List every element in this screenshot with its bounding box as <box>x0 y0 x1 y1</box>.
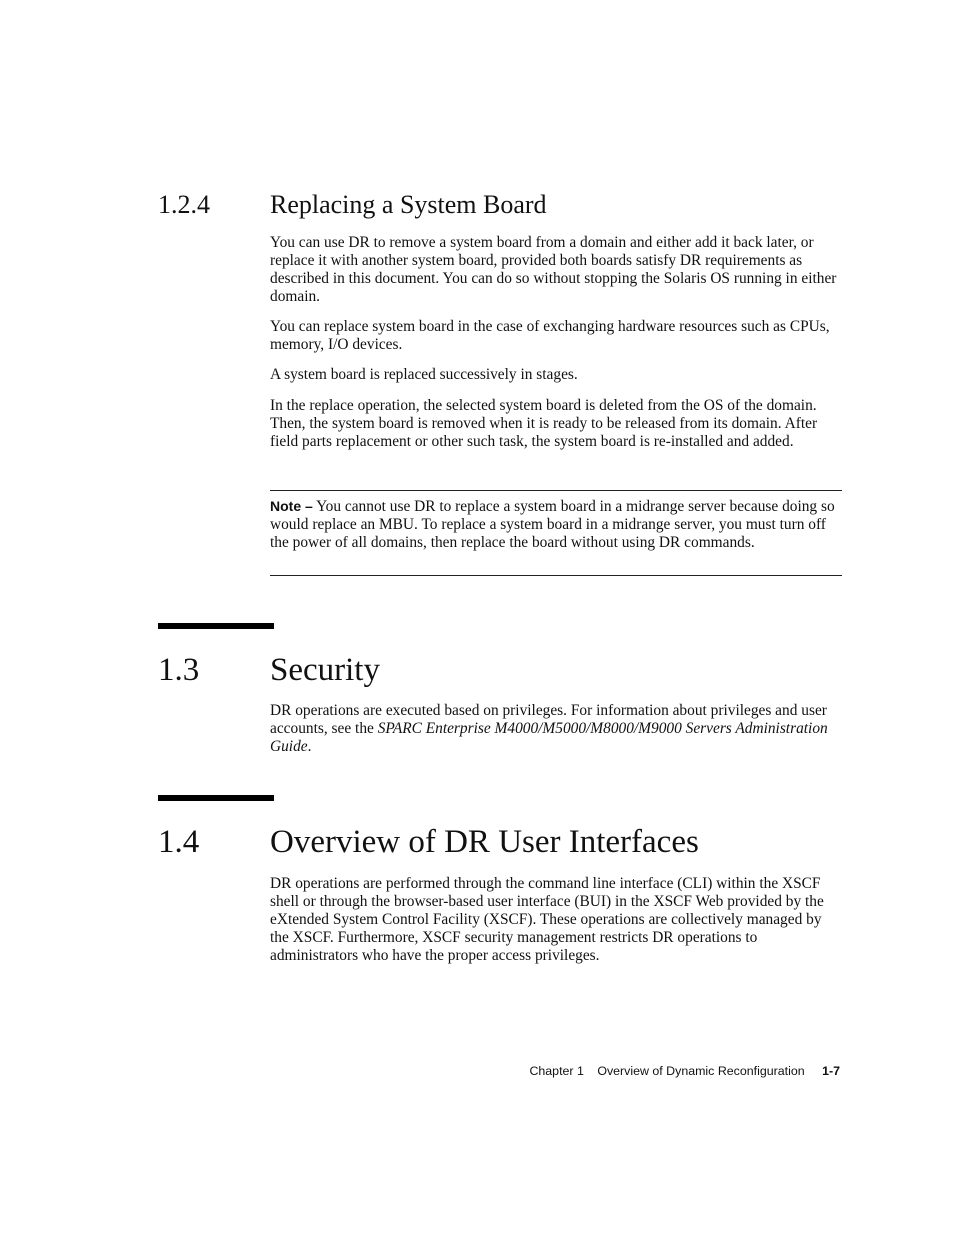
body-paragraph: A system board is replaced successively in stages. <box>270 366 578 383</box>
body-paragraph: You can replace system board in the case of exchanging hardware resources such as CPUs, memory, I/O devices. <box>270 318 830 353</box>
section-number: 1.2.4 <box>158 190 210 219</box>
note-label: Note – <box>270 498 313 514</box>
note-bottom-rule <box>270 575 842 576</box>
section-number: 1.4 <box>158 824 200 860</box>
body-paragraph: DR operations are performed through the command line interface (CLI) within the XSCF shell or through the browser-based user interface (BUI) in the XSCF Web provided by the eXtended System Control Facility (XSCF). These operations are collectively managed by the XSCF. Furthermore, XSCF security management restricts DR operations to administrators who have the proper access privileges. <box>270 875 824 964</box>
section-title: Overview of DR User Interfaces <box>270 824 699 860</box>
note-text: You cannot use DR to replace a system board in a midrange server because doing so would replace an MBU. To replace a system board in a midrange server, you must turn off the power of all domains, then replace the board without using DR commands. <box>270 498 835 551</box>
section-divider-bar <box>158 795 274 801</box>
note-box <box>270 497 842 552</box>
section-number: 1.3 <box>158 652 200 688</box>
book-title-reference: SPARC Enterprise M4000/M5000/M8000/M9000 Servers Administration Guide <box>270 720 828 755</box>
page-footer <box>529 1063 840 1079</box>
body-paragraph: You can use DR to remove a system board from a domain and either add it back later, or replace it with another system board, provided both boards satisfy DR requirements as described in this document. You can do so without stopping the Solaris OS running in either domain. <box>270 234 837 305</box>
footer-chapter-title: Overview of Dynamic Reconfiguration <box>597 1064 805 1078</box>
section-title: Replacing a System Board <box>270 190 547 219</box>
section-divider-bar <box>158 623 274 629</box>
body-paragraph: In the replace operation, the selected system board is deleted from the OS of the domain. Then, the system board is removed when it is ready to be released from its domain. After field parts replacement or other such task, the system board is re-installed and added. <box>270 397 818 450</box>
body-paragraph <box>270 702 842 756</box>
footer-chapter: Chapter 1 <box>529 1064 584 1078</box>
note-top-rule <box>270 490 842 491</box>
footer-page-number: 1-7 <box>822 1064 840 1078</box>
section-title: Security <box>270 652 380 688</box>
body-text: . <box>307 738 312 755</box>
body-text: DR operations are executed based on privileges. For information about privileges and user accounts, see the <box>270 702 827 737</box>
